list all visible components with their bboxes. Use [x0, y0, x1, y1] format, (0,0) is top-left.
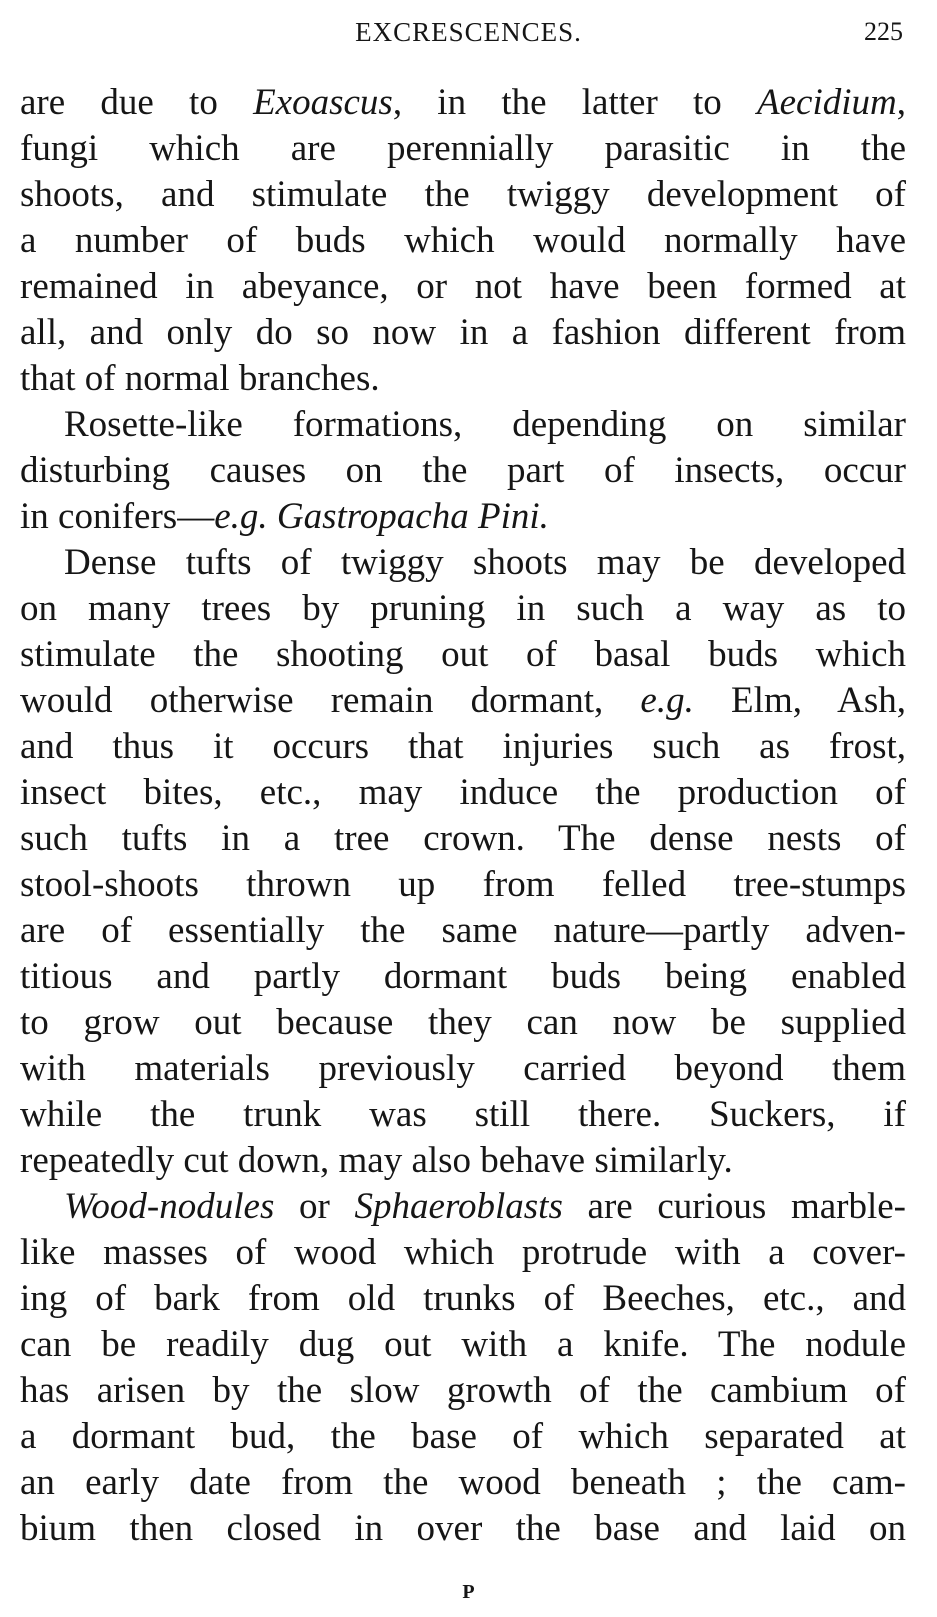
text-run: remained in abeyance, or not have been formed at	[20, 266, 906, 307]
italic-text: Sphaeroblasts	[354, 1186, 563, 1227]
body-text	[20, 80, 906, 1552]
text-run: a dormant bud, the base of which separated at	[20, 1416, 906, 1457]
text-run: shoots, and stimulate the twiggy development of	[20, 174, 906, 215]
text-run: can be readily dug out with a knife. The nodule	[20, 1324, 906, 1365]
text-run: with materials previously carried beyond them	[20, 1048, 906, 1089]
text-run: or	[274, 1186, 355, 1227]
text-line	[20, 218, 906, 264]
italic-text: Aecidium	[757, 82, 897, 123]
text-line	[20, 1506, 906, 1552]
text-line	[20, 1414, 906, 1460]
text-line	[20, 540, 906, 586]
text-line	[20, 954, 906, 1000]
text-line	[20, 632, 906, 678]
text-line	[20, 402, 906, 448]
text-run: to grow out because they can now be supplied	[20, 1002, 906, 1043]
text-run: while the trunk was still there. Suckers, if	[20, 1094, 906, 1135]
text-line	[20, 172, 906, 218]
italic-text: e.g. Gastropacha Pini.	[214, 496, 549, 537]
text-run: on many trees by pruning in such a way as to	[20, 588, 906, 629]
text-line	[20, 586, 906, 632]
running-title: EXCRESCENCES.	[355, 17, 582, 47]
text-line	[20, 1276, 906, 1322]
italic-text: e.g.	[640, 680, 694, 721]
text-run: Elm, Ash,	[693, 680, 906, 721]
text-line	[20, 908, 906, 954]
text-line	[20, 1230, 906, 1276]
text-line	[20, 862, 906, 908]
text-run: are due to	[20, 82, 254, 123]
text-line	[20, 126, 906, 172]
text-run: stool-shoots thrown up from felled tree-stumps	[20, 864, 906, 905]
text-line	[20, 356, 906, 402]
text-run: are of essentially the same nature—partly adven-	[20, 910, 906, 951]
text-run: , in the latter to	[392, 82, 758, 123]
text-run: fungi which are perennially parasitic in the	[20, 128, 906, 169]
text-line	[20, 1092, 906, 1138]
text-run: all, and only do so now in a fashion different from	[20, 312, 906, 353]
text-run: disturbing causes on the part of insects, occur	[20, 450, 906, 491]
text-line	[20, 816, 906, 862]
text-line	[20, 1000, 906, 1046]
text-run: a number of buds which would normally have	[20, 220, 906, 261]
text-line	[20, 80, 906, 126]
text-run: stimulate the shooting out of basal buds which	[20, 634, 906, 675]
page-number: 225	[864, 17, 903, 46]
text-run: bium then closed in over the base and laid on	[20, 1508, 906, 1549]
text-line	[20, 724, 906, 770]
italic-text: Wood-nodules	[64, 1186, 275, 1227]
text-run: like masses of wood which protrude with a cover-	[20, 1232, 906, 1273]
text-run: and thus it occurs that injuries such as frost,	[20, 726, 906, 767]
text-run: such tufts in a tree crown. The dense nests of	[20, 818, 906, 859]
text-line	[20, 1460, 906, 1506]
text-line	[20, 1138, 906, 1184]
text-run: ing of bark from old trunks of Beeches, etc., and	[20, 1278, 906, 1319]
text-line	[20, 1368, 906, 1414]
text-run: that of normal branches.	[20, 358, 380, 399]
text-run: insect bites, etc., may induce the production of	[20, 772, 906, 813]
text-run: repeatedly cut down, may also behave similarly.	[20, 1140, 733, 1181]
text-line	[20, 310, 906, 356]
text-run: Rosette-like formations, depending on similar	[64, 404, 906, 445]
text-line	[20, 770, 906, 816]
text-run: an early date from the wood beneath ; the cam-	[20, 1462, 906, 1503]
text-line	[20, 264, 906, 310]
text-run: are curious marble-	[562, 1186, 906, 1227]
text-run: has arisen by the slow growth of the cambium of	[20, 1370, 906, 1411]
text-run: ,	[896, 82, 906, 123]
text-line	[20, 1046, 906, 1092]
text-line	[20, 678, 906, 724]
text-line	[20, 494, 906, 540]
text-line	[20, 1322, 906, 1368]
running-head	[0, 14, 937, 50]
text-line	[20, 1184, 906, 1230]
text-run: Dense tufts of twiggy shoots may be developed	[64, 542, 906, 583]
text-run: in conifers—	[20, 496, 215, 537]
text-run: titious and partly dormant buds being enabled	[20, 956, 906, 997]
signature-mark: P	[462, 1581, 475, 1603]
italic-text: Exoascus	[253, 82, 393, 123]
text-run: would otherwise remain dormant,	[20, 680, 641, 721]
text-line	[20, 448, 906, 494]
